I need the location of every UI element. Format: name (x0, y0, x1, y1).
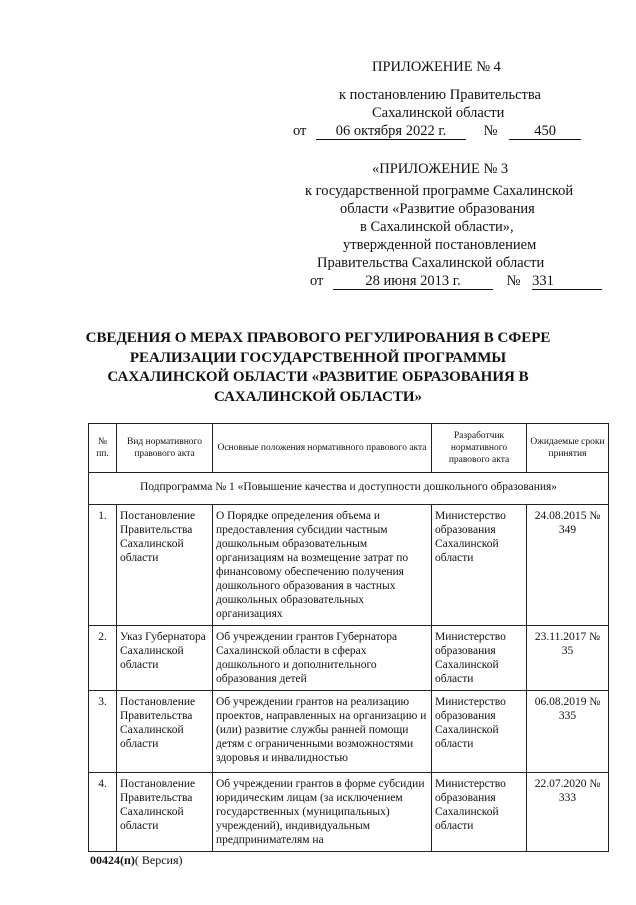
row-developer: Министерство образования Сахалинской области (432, 691, 527, 773)
row-type: Постановление Правительства Сахалинской области (117, 773, 213, 852)
table-row (89, 505, 609, 626)
table-row (89, 773, 609, 852)
document-title (40, 329, 596, 407)
title-line-4: САХАЛИНСКОЙ ОБЛАСТИ» (214, 388, 422, 405)
row-num: 2. (89, 626, 117, 691)
appendix-title: ПРИЛОЖЕНИЕ № 4 (372, 59, 501, 75)
legal-measures-table (88, 423, 609, 852)
row-type: Указ Губернатора Сахалинской области (117, 626, 213, 691)
col-header-developer: Разработчик нормативного правового акта (432, 424, 527, 473)
col-header-num: № пп. (89, 424, 117, 473)
row-developer: Министерство образования Сахалинской области (432, 626, 527, 691)
prior-appendix-title: «ПРИЛОЖЕНИЕ № 3 (372, 161, 509, 177)
prior-appendix-line2: области «Развитие образования (340, 201, 535, 217)
title-line-3: САХАЛИНСКОЙ ОБЛАСТИ «РАЗВИТИЕ ОБРАЗОВАНИЯ В (107, 369, 529, 385)
row-date: 06.08.2019 № 335 (527, 691, 609, 773)
row-developer: Министерство образования Сахалинской области (432, 773, 527, 852)
row-num: 4. (89, 773, 117, 852)
resolution-date: 06 октября 2022 г. (316, 123, 466, 140)
title-line-2: РЕАЛИЗАЦИИ ГОСУДАРСТВЕННОЙ ПРОГРАММЫ (129, 349, 507, 366)
table-row (89, 691, 609, 773)
resolution-number: 450 (509, 123, 581, 140)
title-line-1: СВЕДЕНИЯ О МЕРАХ ПРАВОВОГО РЕГУЛИРОВАНИЯ В СФЕРЕ (85, 330, 551, 346)
row-type: Постановление Правительства Сахалинской области (117, 505, 213, 626)
col-header-content: Основные положения нормативного правового акта (213, 424, 432, 473)
num-label: № (483, 123, 498, 139)
row-content: Об учреждении грантов в форме субсидии юридическим лицам (за исключением государственных (муниципальных) учреждений), индивидуальным предпринимателям на (213, 773, 432, 852)
from-label: от (293, 123, 307, 139)
resolution-ref-line1: к постановлению Правительства (339, 87, 541, 103)
prior-appendix-line3: в Сахалинской области», (360, 219, 514, 235)
col-header-type: Вид нормативного правового акта (117, 424, 213, 473)
prior-appendix-line4: утвержденной постановлением (343, 237, 537, 253)
col-header-date: Ожидаемые сроки принятия (527, 424, 609, 473)
prior-appendix-line1: к государственной программе Сахалинской (305, 183, 574, 199)
row-num: 3. (89, 691, 117, 773)
row-developer: Министерство образования Сахалинской области (432, 505, 527, 626)
prior-appendix-number: 331 (532, 273, 602, 290)
prior-appendix-line5: Правительства Сахалинской области (317, 255, 545, 271)
resolution-ref-line2: Сахалинской области (372, 105, 505, 121)
row-date: 22.07.2020 № 333 (527, 773, 609, 852)
row-num: 1. (89, 505, 117, 626)
document-code (90, 853, 183, 868)
subprogram-row (89, 473, 609, 505)
row-date: 24.08.2015 № 349 (527, 505, 609, 626)
row-type: Постановление Правительства Сахалинской области (117, 691, 213, 773)
row-content: О Порядке определения объема и предоставления субсидии частным дошкольным образовательным организациям на возмещение затрат по финансовому обеспечению получения дошкольного образования в частных дошкольных образовательных организациях (213, 505, 432, 626)
row-content: Об учреждении грантов на реализацию проектов, направленных на организацию и (или) развитие службы ранней помощи детям с ограниченными возможностями здоровья и инвалидностью (213, 691, 432, 773)
prior-from-label: от (310, 273, 324, 289)
resolution-date-line (293, 122, 581, 140)
document-version: ( Версия) (134, 853, 183, 867)
document-code-number: 00424(п) (90, 853, 135, 867)
subprogram-title: Подпрограмма № 1 «Повышение качества и доступности дошкольного образования» (89, 473, 609, 505)
prior-appendix-date: 28 июня 2013 г. (333, 273, 493, 290)
prior-num-label: № (506, 273, 521, 289)
table-header-row (89, 424, 609, 473)
table-row (89, 626, 609, 691)
row-content: Об учреждении грантов Губернатора Сахалинской области в сферах дошкольного и дополнительного образования детей (213, 626, 432, 691)
prior-appendix-date-line (310, 272, 602, 290)
row-date: 23.11.2017 № 35 (527, 626, 609, 691)
